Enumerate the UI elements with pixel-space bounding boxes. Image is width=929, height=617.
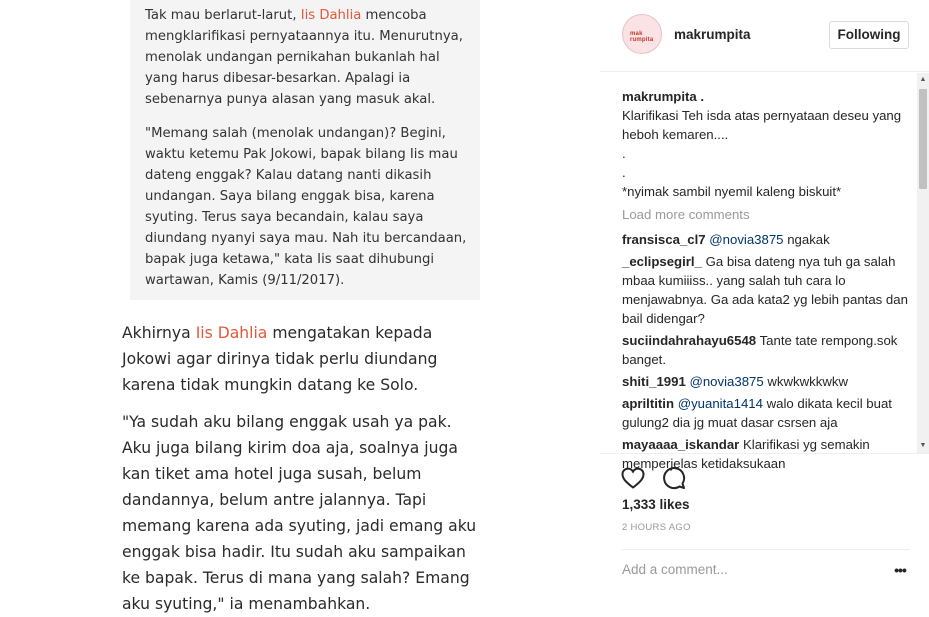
avatar[interactable] xyxy=(622,14,662,54)
comment-username[interactable]: suciindahrahayu6548 xyxy=(622,333,757,348)
comment-text: walo dikata kecil buat gulung2 dia jg muat dasar csrsen aja xyxy=(622,396,892,430)
post-panel xyxy=(600,0,929,593)
comment-items xyxy=(622,230,917,473)
scrollbar[interactable] xyxy=(917,73,929,453)
comment-username[interactable]: _eclipsegirl_ xyxy=(622,254,702,269)
comment-username[interactable]: fransisca_cl7 xyxy=(622,232,706,247)
add-comment-input[interactable] xyxy=(622,562,862,577)
heart-icon[interactable] xyxy=(619,464,647,492)
article-paragraph-3 xyxy=(122,320,482,398)
article-paragraph-4: "Ya sudah aku bilang enggak usah ya pak. Aku juga bilang kirim doa aja, soalnya juga kan tiket ama hotel juga susah, belum dandannya, belum antre jalannya. Tapi memang karena ada syuting, jadi emang aku enggak bisa hadir. Itu sudah aku sampaikan ke bapak. Terus di mana yang salah? Emang aku syuting," ia menambahkan. xyxy=(122,413,477,613)
comments-list[interactable] xyxy=(600,73,917,471)
load-more-comments-link[interactable]: Load more comments xyxy=(622,207,750,222)
article-name-link: Iis Dahlia xyxy=(300,8,362,23)
scroll-down-arrow-icon[interactable]: ▼ xyxy=(919,442,927,449)
post-actions xyxy=(600,453,929,593)
more-options-icon[interactable]: ••• xyxy=(894,562,906,578)
comment-mention[interactable]: @novia3875 xyxy=(689,374,764,389)
comment-username[interactable]: shiti_1991 xyxy=(622,374,686,389)
scroll-up-arrow-icon[interactable]: ▲ xyxy=(919,76,927,83)
article-text: Akhirnya xyxy=(122,324,196,342)
avatar-logo: mak rumpita xyxy=(630,31,654,43)
comment-mention[interactable]: @novia3875 xyxy=(709,232,784,247)
article-text: Tak mau berlarut-larut, xyxy=(145,8,301,23)
article-text: mencoba mengklarifikasi pernyataannya itu. Menurutnya, menolak undangan pernikahan bukanlah hal yang harus dibesar-besarkan. Apalagi ia sebenarnya punya alasan yang masuk akal. xyxy=(145,8,463,107)
comment-item xyxy=(622,394,912,432)
add-comment-row xyxy=(622,549,910,589)
scroll-thumb[interactable] xyxy=(919,89,927,189)
comment-username[interactable]: mayaaaa_iskandar xyxy=(622,437,740,452)
post-header xyxy=(600,0,929,72)
comment-text: Ga bisa dateng nya tuh ga salah mbaa kumiiiss.. yang salah tuh cara lo menjawabnya. Ga ada kata2 yg lebih pantas dan bail didengar? xyxy=(622,254,908,326)
comment-item xyxy=(622,230,912,249)
following-button[interactable]: Following xyxy=(829,21,909,49)
comment-text: ngakak xyxy=(783,232,830,247)
post-timestamp[interactable]: 2 HOURS AGO xyxy=(622,522,691,533)
caption-text: Klarifikasi Teh isda atas pernyataan deseu yang heboh kemaren.... . . *nyimak sambil nyemil kaleng biskuit* xyxy=(622,108,902,199)
comment-item xyxy=(622,331,912,369)
article-name-link: Iis Dahlia xyxy=(195,324,268,342)
comment-text: wkwkwkkwkw xyxy=(763,374,848,389)
comment-mention[interactable]: @yuanita1414 xyxy=(677,396,763,411)
comment-text: Tante tate rempong.sok banget. xyxy=(622,333,898,367)
comment-text: Klarifikasi yg semakin memperjelas ketidaksukaan xyxy=(622,437,870,471)
comment-item xyxy=(622,252,912,328)
caption xyxy=(622,87,912,201)
article-text: mengatakan kepada Jokowi agar dirinya tidak perlu diundang karena tidak mungkin datang ke Solo. xyxy=(122,324,438,394)
header-username[interactable]: makrumpita xyxy=(674,27,751,42)
comment-bubble-icon[interactable] xyxy=(660,464,688,492)
comment-item xyxy=(622,372,912,391)
caption-username[interactable]: makrumpita . xyxy=(622,89,705,104)
article-quote-paragraph: "Memang salah (menolak undangan)? Begini, waktu ketemu Pak Jokowi, bapak bilang Iis mau dateng enggak? Kalau datang nanti dikasih undangan. Saya bilang enggak bisa, karena syuting. Terus saya becandain, kalau saya diundang nyanyi saya mau. Nah itu bercandaan, bapak juga ketawa," kata Iis saat dihubungi wartawan, Kamis (9/11/2017). xyxy=(145,126,467,288)
article-paragraph-1 xyxy=(145,5,475,110)
likes-count[interactable]: 1,333 likes xyxy=(622,497,690,512)
comment-username[interactable]: apriltitin xyxy=(622,396,675,411)
